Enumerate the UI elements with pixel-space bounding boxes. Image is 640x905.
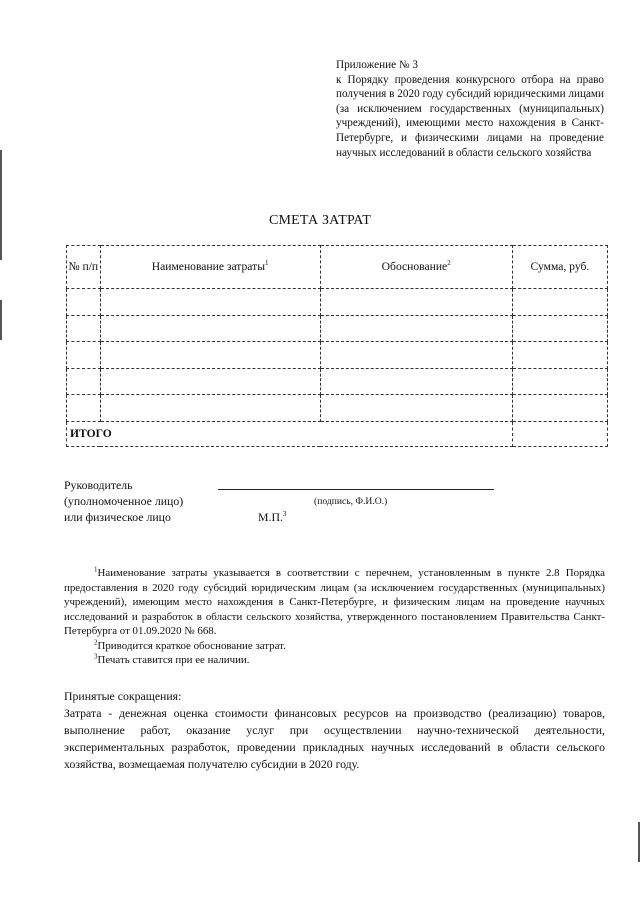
signer-role-line2: (уполномоченное лицо) [64,494,184,508]
footnote-text: Наименование затраты указывается в соответствии с перечнем, установленным в пункте 2.8 Порядка предоставления в 2020 году субсидий юридическим лицам (за исключением государственных (муниципальных) учреждений), имеющим место нахождения в Санкт-Петербурге, и физическим лицам на проведение научных исследований и разработок в области сельского хозяйства, утвержденного постановлением Правительства Санкт-Петербурга от 01.09.2020 № 668. [64,567,605,637]
footnote-ref: 2 [447,259,451,268]
total-label: ИТОГО [67,421,513,446]
table-cell[interactable] [100,342,320,369]
total-row [67,421,608,446]
table-cell[interactable] [512,395,607,422]
table-row [67,395,608,422]
table-row [67,342,608,369]
table-cell[interactable] [100,395,320,422]
footnote-marker: 3 [94,652,98,661]
footnote-text: Приводится краткое обоснование затрат. [97,639,286,652]
footnote-ref: 1 [265,259,269,268]
signature-line[interactable] [218,489,494,490]
table-cell[interactable] [512,368,607,395]
stamp-place [258,509,286,526]
abbreviations-text: Затрата - денежная оценка стоимости финансовых ресурсов на производство (реализацию) товаров, выполнение работ, оказание услуг при осуществлении научно-технической деятельности, экспериментальных разработок, проведении прикладных научных исследований в области сельского хозяйства, возмещаемая получателю субсидии в 2020 году. [64,706,605,771]
table-cell[interactable] [67,315,101,342]
header-name-label: Наименование затраты [151,260,266,273]
cost-table [66,245,608,447]
abbreviations-heading: Принятые сокращения: [64,689,182,703]
footnote [64,639,605,654]
table-cell[interactable] [320,368,512,395]
table-cell[interactable] [320,342,512,369]
appendix-text: к Порядку проведения конкурсного отбора на право получения в 2020 году субсидий юридическими лицами (за исключением государственных (муниципальных) учреждений), имеющими место нахождения в Санкт-Петербурге, и физическими лицами на проведение научных исследований в области сельского хозяйства [336,73,604,159]
scan-edge-mark [0,300,2,340]
footnote-text: Печать ставится при ее наличии. [97,654,250,666]
table-cell[interactable] [67,289,101,316]
header-number: № п/п [67,246,101,289]
table-cell[interactable] [100,368,320,395]
footnote [64,566,605,639]
abbreviations-section [64,688,605,773]
table-cell[interactable] [67,368,101,395]
footnote-ref: 3 [282,510,287,519]
header-basis-label: Обоснование [381,260,448,273]
table-cell[interactable] [67,395,101,422]
total-value-cell[interactable] [512,421,607,446]
footnotes [64,566,605,668]
table-header-row [67,246,608,289]
table-cell[interactable] [100,289,320,316]
signer-role-line3: или физическое лицо [64,510,171,524]
document-title: СМЕТА ЗАТРАТ [268,213,372,228]
scan-edge-mark [0,150,2,260]
table-cell[interactable] [512,342,607,369]
footnote-marker: 1 [94,565,98,574]
appendix-block [336,58,604,160]
table-cell[interactable] [512,289,607,316]
table-row [67,315,608,342]
header-sum: Сумма, руб. [512,246,607,289]
signature-caption: (подпись, Ф.И.О.) [314,496,388,507]
appendix-number: Приложение № 3 [336,59,418,71]
table-cell[interactable] [320,395,512,422]
table-cell[interactable] [100,315,320,342]
table-cell[interactable] [320,315,512,342]
table-row [67,289,608,316]
signer-role-line1: Руководитель [64,478,133,492]
table-cell[interactable] [67,342,101,369]
stamp-label: М.П. [258,510,283,524]
header-basis [320,246,512,289]
header-name [100,246,320,289]
footnote [64,653,605,668]
table-row [67,368,608,395]
footnote-marker: 2 [94,637,98,646]
table-cell[interactable] [512,315,607,342]
table-cell[interactable] [320,289,512,316]
